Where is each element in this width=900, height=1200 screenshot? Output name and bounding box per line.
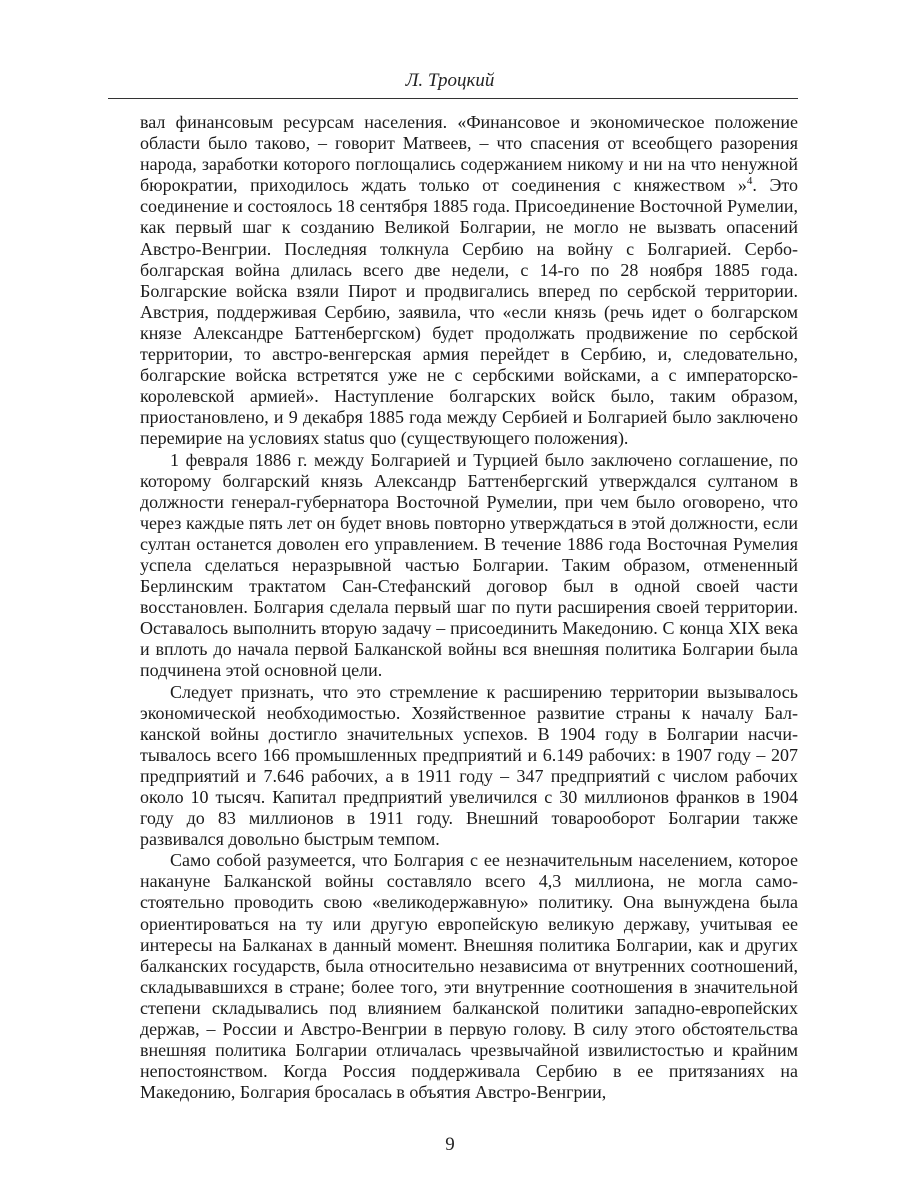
running-head: Л. Троцкий xyxy=(405,70,495,91)
page-number: 9 xyxy=(445,1134,455,1155)
header-rule xyxy=(108,98,798,99)
paragraph-1 xyxy=(140,112,798,450)
paragraph-4: Само собой разумеется, что Болгария с ее незначительным населением, которое накануне Балканской войны составляло всего 4,3 миллиона, не могла самостоятельно проводить свою «великодержавную» политику. Она вынуждена была ориентироваться на ту или другую европейскую великую державу, учитывая ее интересы на Балканах в данный момент. Внешняя политика Болгарии, как и других балканских государств, была относительно независима от внутренних соотношений, складывавшихся в стране; более того, эти внутренние соотношения в значительной степени складывались под влиянием балканской политики западно-европейских держав, – России и Австро-Венгрии в первую голову. В силу этого обстоятельства внешняя политика Болгарии отличалась чрезвычайной извилистостью и крайним непостоянством. Когда Россия поддерживала Сербию в ее притязаниях на Македонию, Болгария бросалась в объятия Австро-Венгрии, xyxy=(140,850,798,1103)
paragraph-1-part-2: . Это соединение и состоялось 18 сентября 1885 года. Присоединение Восточной Румелии, как первый шаг к созданию Великой Болгарии, не могло не вызвать опасений Австро-Венгрии. Последняя толкнула Сербию на войну с Болгарией. Сербо-болгарская война длилась всего две недели, с 14-го по 28 ноября 1885 года. Болгарские войска взяли Пирот и продвигались вперед по сербской территории. Австрия, поддерживая Сербию, заявила, что «если князь (речь идет о болгарском князе Александре Баттенбергском) будет продолжать продвижение по сербской территории, то австро-венгерская армия перейдет в Сербию, и, следовательно, болгарские войска встретятся уже не с сербскими войсками, а с императорско-королевской армией». Наступление болгарских войск было, таким образом, приостановлено, и 9 декабря 1885 года между Сербией и Болгарией было заключено перемирие на условиях status quo (существующего положения). xyxy=(140,175,798,449)
paragraph-2: 1 февраля 1886 г. между Болгарией и Турцией было заключено соглашение, по которому болгарский князь Александр Баттенбергский утверждался султаном в должности генерал-губернатора Восточной Румелии, при чем было оговорено, что через каждые пять лет он будет вновь повторно утверждаться в этой должности, если султан останется доволен его управлением. В течение 1886 года Восточная Румелия успела сделаться неразрывной частью Болгарии. Таким образом, отмененный Берлинским трактатом Сан-Стефанский договор был в одной своей части восстановлен. Болгария сделала первый шаг по пути расширения своей территории. Оставалось выполнить вторую задачу – присоединить Македонию. С конца XIX века и вплоть до начала первой Балканской войны вся внешняя политика Болгарии была подчинена этой основной цели. xyxy=(140,449,798,681)
paragraph-1-part-1: вал финансовым ресурсам населения. «Финансовое и экономическое положение области было таково, – говорит Матвеев, – что спасения от всеобщего разорения народа, заработки которого поглощались содержанием никому и ни на что ненужной бюрократии, приходилось ждать только от соединения с княжеством » xyxy=(140,112,798,196)
body-text xyxy=(140,112,798,1103)
footnote-marker[interactable]: 4 xyxy=(746,175,753,188)
paragraph-3: Следует признать, что это стремление к расширению территории вызывалось экономической необходимостью. Хозяйственное развитие страны к началу Балканской войны достигло значительных успехов. В 1904 году в Болгарии насчитывалось всего 166 промышленных предприятий и 6.149 рабочих: в 1907 году – 207 предприятий и 7.646 рабочих, а в 1911 году – 347 предприятий с числом рабочих около 10 тысяч. Капитал предприятий увеличился с 30 миллионов франков в 1904 году до 83 миллионов в 1911 году. Внешний товарооборот Болгарии также развивался довольно быстрым темпом. xyxy=(140,681,798,850)
